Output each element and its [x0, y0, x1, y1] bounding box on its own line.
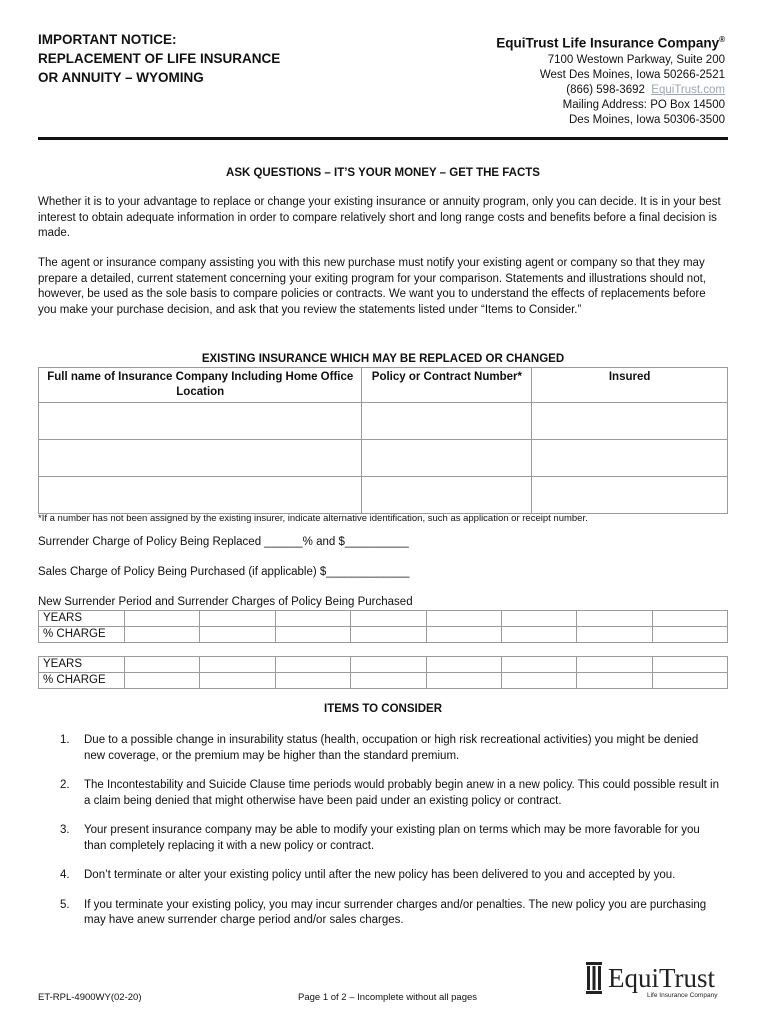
surrender-charge-field[interactable]: Surrender Charge of Policy Being Replaced ______% and $__________ [38, 536, 409, 548]
registered-mark: ® [719, 35, 725, 44]
intro-paragraph: Whether it is to your advantage to replace or change your existing insurance or annuity program, only you can decide. It is in your best interest to obtain adequate information in order to compare relatively short and long range costs and benefits before a final decision is made. [38, 196, 721, 239]
years-row [39, 611, 728, 627]
surrender-schedule-grid [38, 610, 728, 643]
list-item [60, 868, 720, 884]
items-list [60, 733, 720, 943]
website-link[interactable]: EquiTrust.com [651, 83, 725, 96]
grid-cell[interactable] [501, 627, 576, 643]
company-address-block [496, 30, 725, 128]
grid-cell[interactable] [351, 657, 426, 673]
table-row [39, 440, 728, 477]
mailing-line-2: Des Moines, Iowa 50306-3500 [569, 113, 725, 126]
address-line-1: 7100 Westown Parkway, Suite 200 [547, 53, 725, 66]
ask-questions-heading: ASK QUESTIONS – IT’S YOUR MONEY – GET THE FACTS [226, 167, 540, 179]
policy-number-cell[interactable] [362, 440, 532, 477]
charge-row [39, 673, 728, 689]
mailing-line-1: Mailing Address: PO Box 14500 [562, 98, 725, 111]
grid-cell[interactable] [125, 611, 200, 627]
grid-cell[interactable] [577, 673, 652, 689]
grid-cell[interactable] [351, 627, 426, 643]
grid-cell[interactable] [200, 611, 275, 627]
phone-website-line [496, 83, 725, 98]
list-item [60, 778, 720, 809]
item-number: 1. [60, 734, 70, 746]
item-text: If you terminate your existing policy, you may incur surrender charges and/or penalties. The new policy you are purchasing may have anew surrender charge period and/or sales charges. [84, 898, 707, 926]
item-text: The Incontestability and Suicide Clause time periods would probably begin anew in a new policy. This could possible result in a claim being denied that might otherwise have been paid under an existing policy or contract. [84, 779, 719, 807]
grid-cell[interactable] [275, 627, 350, 643]
list-item [60, 733, 720, 764]
insured-cell[interactable] [532, 440, 728, 477]
charge-row [39, 627, 728, 643]
items-to-consider-heading: ITEMS TO CONSIDER [324, 703, 442, 715]
grid-cell[interactable] [275, 657, 350, 673]
grid-cell[interactable] [577, 657, 652, 673]
list-item [60, 898, 720, 929]
grid-cell[interactable] [275, 611, 350, 627]
equitrust-logo [584, 962, 724, 1002]
grid-cell[interactable] [501, 657, 576, 673]
grid-cell[interactable] [125, 657, 200, 673]
grid-cell[interactable] [200, 627, 275, 643]
years-label: YEARS [39, 611, 125, 627]
policy-number-footnote: *If a number has not been assigned by the existing insurer, indicate alternative identification, such as application or receipt number. [38, 513, 588, 524]
grid-cell[interactable] [200, 657, 275, 673]
grid-cell[interactable] [125, 673, 200, 689]
item-number: 5. [60, 898, 70, 911]
grid-cell[interactable] [426, 611, 501, 627]
existing-insurance-title: EXISTING INSURANCE WHICH MAY BE REPLACED OR CHANGED [201, 353, 565, 365]
item-number: 4. [60, 869, 70, 881]
years-label: YEARS [39, 657, 125, 673]
grid-cell[interactable] [652, 611, 727, 627]
company-cell[interactable] [39, 477, 362, 514]
address-line-2: West Des Moines, Iowa 50266-2521 [539, 68, 725, 81]
grid-cell[interactable] [652, 657, 727, 673]
company-cell[interactable] [39, 403, 362, 440]
phone: (866) 598-3692 [566, 83, 645, 96]
grid-cell[interactable] [426, 657, 501, 673]
grid-cell[interactable] [125, 627, 200, 643]
column-header-policy-number: Policy or Contract Number* [362, 368, 532, 403]
column-header-company: Full name of Insurance Company Including Home Office Location [39, 368, 362, 403]
years-row [39, 657, 728, 673]
logo-tagline: Life Insurance Company [647, 992, 718, 999]
grid-cell[interactable] [652, 627, 727, 643]
charge-label: % CHARGE [39, 627, 125, 643]
item-text: Due to a possible change in insurability status (health, occupation or high risk recreational activities) you might be denied new coverage, or the premium may be higher than the standard premium. [84, 734, 699, 762]
header-divider [38, 137, 728, 140]
notice-line: REPLACEMENT OF LIFE INSURANCE [38, 51, 281, 66]
surrender-schedule-grid-2 [38, 656, 728, 689]
grid-cell[interactable] [426, 673, 501, 689]
grid-cell[interactable] [351, 611, 426, 627]
pillar-logo-icon [586, 962, 602, 994]
notice-line: IMPORTANT NOTICE: [38, 32, 177, 47]
insured-cell[interactable] [532, 477, 728, 514]
table-row [39, 403, 728, 440]
list-item [60, 823, 720, 854]
grid-cell[interactable] [501, 611, 576, 627]
item-text: Your present insurance company may be able to modify your existing plan on terms which may be more favorable for you than completely replacing it with a new policy or contract. [84, 824, 700, 852]
sales-charge-field[interactable]: Sales Charge of Policy Being Purchased (if applicable) $_____________ [38, 566, 410, 578]
table-header-row [39, 368, 728, 403]
item-number: 3. [60, 824, 70, 836]
new-surrender-period-label: New Surrender Period and Surrender Charges of Policy Being Purchased [38, 596, 413, 608]
notice-line: OR ANNUITY – WYOMING [38, 70, 204, 85]
grid-cell[interactable] [351, 673, 426, 689]
grid-cell[interactable] [200, 673, 275, 689]
existing-insurance-table [38, 367, 728, 514]
policy-number-cell[interactable] [362, 403, 532, 440]
grid-cell[interactable] [275, 673, 350, 689]
form-number: ET-RPL-4900WY(02-20) [38, 992, 142, 1003]
notice-title [38, 30, 280, 87]
company-cell[interactable] [39, 440, 362, 477]
logo-wordmark: EquiTrust [608, 963, 716, 993]
insured-cell[interactable] [532, 403, 728, 440]
column-header-insured: Insured [532, 368, 728, 403]
item-text: Don’t terminate or alter your existing policy until after the new policy has been delivered to you and accepted by you. [84, 869, 676, 881]
company-name: EquiTrust Life Insurance Company® [496, 35, 725, 51]
table-row [39, 477, 728, 514]
grid-cell[interactable] [577, 627, 652, 643]
grid-cell[interactable] [577, 611, 652, 627]
grid-cell[interactable] [652, 673, 727, 689]
grid-cell[interactable] [501, 673, 576, 689]
item-number: 2. [60, 779, 70, 791]
grid-cell[interactable] [426, 627, 501, 643]
notification-paragraph: The agent or insurance company assisting you with this new purchase must notify your existing agent or company so that they may prepare a detailed, current statement concerning your exiting program for your comparison. Statements and illustrations should not, however, be used as the sole basis to compare policies or contracts. We want you to understand the effects of replacements before you make your purchase decision, and ask that you review the statements listed under “Items to Consider.” [38, 257, 706, 316]
charge-label: % CHARGE [39, 673, 125, 689]
page-note: Page 1 of 2 – Incomplete without all pages [298, 992, 478, 1003]
policy-number-cell[interactable] [362, 477, 532, 514]
